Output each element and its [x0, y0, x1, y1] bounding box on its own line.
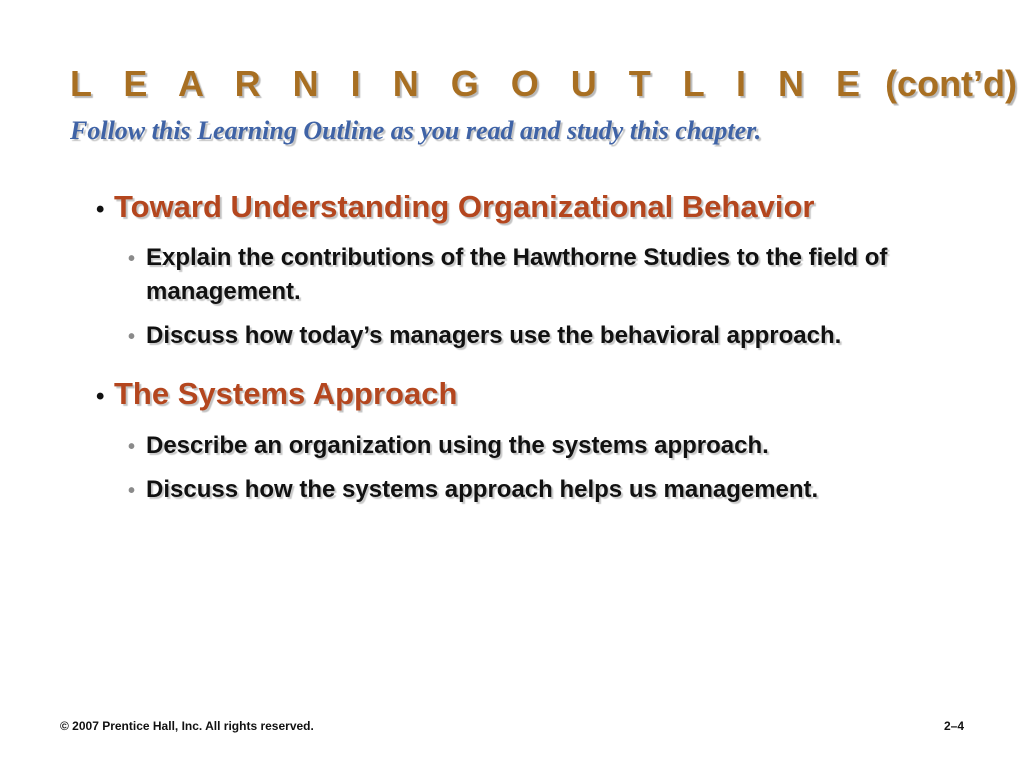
outline-section	[96, 188, 956, 353]
list-item	[128, 429, 956, 463]
list-item	[128, 473, 956, 507]
section-items	[128, 429, 956, 507]
list-item-text: Explain the contributions of the Hawthorne Studies to the field of management.	[146, 244, 888, 306]
bullet-icon: •	[128, 248, 136, 271]
list-item-text: Describe an organization using the systems approach.	[146, 431, 769, 459]
list-item-text: Discuss how today’s managers use the behavioral approach.	[146, 322, 842, 350]
list-item-text: Discuss how the systems approach helps us management.	[146, 475, 819, 503]
list-item	[128, 241, 956, 309]
outline-section	[96, 375, 956, 506]
bullet-icon: •	[128, 479, 136, 502]
bullet-icon: •	[128, 435, 136, 458]
copyright-footer: © 2007 Prentice Hall, Inc. All rights reserved.	[60, 719, 314, 733]
section-items	[128, 241, 956, 353]
learning-outline	[96, 188, 956, 507]
bullet-icon: •	[96, 196, 105, 223]
list-item	[128, 319, 956, 353]
page-number: 2–4	[943, 719, 964, 733]
section-heading-text: Toward Understanding Organizational Behavior	[114, 189, 815, 224]
slide-title	[70, 63, 1018, 104]
bullet-icon: •	[96, 383, 105, 411]
slide-title-suffix: (cont’d)	[885, 63, 1018, 104]
slide-subtitle: Follow this Learning Outline as you read and study this chapter.	[70, 116, 762, 145]
section-heading	[96, 188, 956, 225]
section-heading-text: The Systems Approach	[114, 376, 458, 412]
slide-title-main: L E A R N I N G O U T L I N E	[70, 63, 872, 104]
section-heading	[96, 375, 956, 412]
bullet-icon: •	[128, 326, 136, 349]
